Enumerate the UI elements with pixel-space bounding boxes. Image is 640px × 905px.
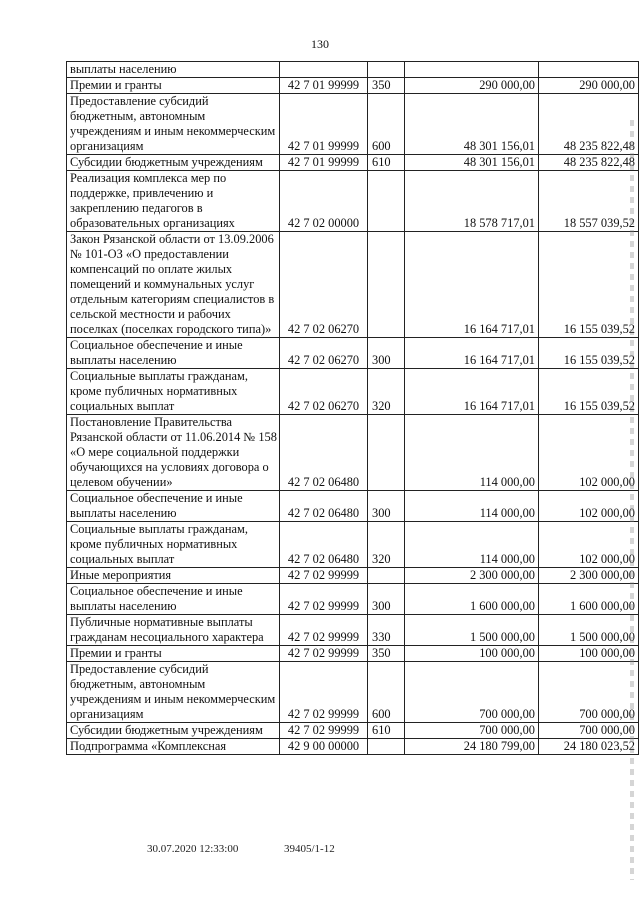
- row-type-cell: [368, 232, 405, 338]
- row-name-cell: Постановление Правительства Рязанской области от 11.06.2014 № 158 «О мере социальной поддержки обучающихся на условиях договора о целевом обучении»: [67, 415, 280, 491]
- row-amount-2020-cell: 700 000,00: [405, 723, 539, 739]
- row-amount-2020-cell: 1 500 000,00: [405, 615, 539, 646]
- row-amount-2021-cell: 700 000,00: [539, 662, 639, 723]
- row-type-cell: 600: [368, 662, 405, 723]
- row-type-cell: 320: [368, 522, 405, 568]
- row-amount-2021-cell: 100 000,00: [539, 646, 639, 662]
- row-code-cell: 42 7 02 06270: [280, 232, 368, 338]
- row-amount-2020-cell: 1 600 000,00: [405, 584, 539, 615]
- row-name-cell: Публичные нормативные выплаты гражданам несоциального характера: [67, 615, 280, 646]
- table-row: [67, 662, 639, 723]
- row-type-cell: [368, 739, 405, 755]
- row-amount-2020-cell: 114 000,00: [405, 415, 539, 491]
- row-amount-2020-cell: 700 000,00: [405, 662, 539, 723]
- row-code-cell: 42 7 01 99999: [280, 78, 368, 94]
- table-row: [67, 568, 639, 584]
- row-name-cell: Премии и гранты: [67, 78, 280, 94]
- row-name-cell: Субсидии бюджетным учреждениям: [67, 155, 280, 171]
- row-amount-2020-cell: 18 578 717,01: [405, 171, 539, 232]
- table-row: [67, 338, 639, 369]
- scan-edge-marks: [630, 120, 634, 880]
- row-amount-2021-cell: 16 155 039,52: [539, 338, 639, 369]
- row-type-cell: [368, 568, 405, 584]
- table-row: [67, 232, 639, 338]
- row-type-cell: [368, 415, 405, 491]
- table-row: [67, 522, 639, 568]
- row-type-cell: 300: [368, 338, 405, 369]
- row-code-cell: 42 7 02 99999: [280, 615, 368, 646]
- row-amount-2021-cell: 16 155 039,52: [539, 369, 639, 415]
- row-name-cell: выплаты населению: [67, 62, 280, 78]
- row-amount-2020-cell: 16 164 717,01: [405, 369, 539, 415]
- row-amount-2021-cell: 48 235 822,48: [539, 94, 639, 155]
- row-type-cell: [368, 62, 405, 78]
- row-code-cell: 42 7 01 99999: [280, 155, 368, 171]
- table-row: [67, 615, 639, 646]
- row-amount-2020-cell: [405, 62, 539, 78]
- row-amount-2020-cell: 2 300 000,00: [405, 568, 539, 584]
- row-amount-2020-cell: 16 164 717,01: [405, 232, 539, 338]
- footer-datetime: 30.07.2020 12:33:00: [147, 843, 239, 855]
- row-code-cell: 42 7 02 99999: [280, 584, 368, 615]
- row-type-cell: 610: [368, 723, 405, 739]
- row-code-cell: 42 7 02 99999: [280, 662, 368, 723]
- row-name-cell: Реализация комплекса мер по поддержке, привлечению и закреплению педагогов в образовательных организациях: [67, 171, 280, 232]
- table-row: [67, 415, 639, 491]
- row-code-cell: 42 9 00 00000: [280, 739, 368, 755]
- row-name-cell: Подпрограмма «Комплексная: [67, 739, 280, 755]
- row-amount-2020-cell: 16 164 717,01: [405, 338, 539, 369]
- row-type-cell: 300: [368, 584, 405, 615]
- budget-table-body: [67, 62, 639, 755]
- row-code-cell: 42 7 01 99999: [280, 94, 368, 155]
- row-code-cell: 42 7 02 06270: [280, 369, 368, 415]
- row-amount-2021-cell: 24 180 023,52: [539, 739, 639, 755]
- table-row: [67, 62, 639, 78]
- row-name-cell: Закон Рязанской области от 13.09.2006 № 101-ОЗ «О предоставлении компенсаций по оплате жилых помещений и коммунальных услуг отдельным категориям специалистов в сельской местности и рабочих поселках (поселках городского типа)»: [67, 232, 280, 338]
- row-amount-2021-cell: [539, 62, 639, 78]
- row-amount-2021-cell: 2 300 000,00: [539, 568, 639, 584]
- row-type-cell: 350: [368, 78, 405, 94]
- row-amount-2021-cell: 48 235 822,48: [539, 155, 639, 171]
- row-amount-2020-cell: 114 000,00: [405, 522, 539, 568]
- row-amount-2021-cell: 102 000,00: [539, 522, 639, 568]
- row-code-cell: 42 7 02 99999: [280, 723, 368, 739]
- row-type-cell: 330: [368, 615, 405, 646]
- table-row: [67, 155, 639, 171]
- row-amount-2020-cell: 290 000,00: [405, 78, 539, 94]
- row-amount-2021-cell: 16 155 039,52: [539, 232, 639, 338]
- table-row: [67, 491, 639, 522]
- row-amount-2021-cell: 18 557 039,52: [539, 171, 639, 232]
- table-row: [67, 369, 639, 415]
- row-name-cell: Социальное обеспечение и иные выплаты населению: [67, 338, 280, 369]
- row-name-cell: Иные мероприятия: [67, 568, 280, 584]
- row-type-cell: [368, 171, 405, 232]
- row-code-cell: [280, 62, 368, 78]
- table-row: [67, 739, 639, 755]
- row-amount-2020-cell: 48 301 156,01: [405, 94, 539, 155]
- row-type-cell: 300: [368, 491, 405, 522]
- row-name-cell: Субсидии бюджетным учреждениям: [67, 723, 280, 739]
- row-name-cell: Премии и гранты: [67, 646, 280, 662]
- row-name-cell: Социальные выплаты гражданам, кроме публичных нормативных социальных выплат: [67, 369, 280, 415]
- row-amount-2020-cell: 100 000,00: [405, 646, 539, 662]
- row-code-cell: 42 7 02 00000: [280, 171, 368, 232]
- row-amount-2021-cell: 1 600 000,00: [539, 584, 639, 615]
- row-name-cell: Социальные выплаты гражданам, кроме публичных нормативных социальных выплат: [67, 522, 280, 568]
- row-name-cell: Предоставление субсидий бюджетным, автономным учреждениям и иным некоммерческим организациям: [67, 662, 280, 723]
- row-amount-2020-cell: 24 180 799,00: [405, 739, 539, 755]
- row-type-cell: 320: [368, 369, 405, 415]
- table-row: [67, 78, 639, 94]
- row-name-cell: Социальное обеспечение и иные выплаты населению: [67, 491, 280, 522]
- row-code-cell: 42 7 02 06270: [280, 338, 368, 369]
- table-row: [67, 646, 639, 662]
- row-amount-2021-cell: 102 000,00: [539, 491, 639, 522]
- row-type-cell: 350: [368, 646, 405, 662]
- row-name-cell: Социальное обеспечение и иные выплаты населению: [67, 584, 280, 615]
- footer-doc-number: 39405/1-12: [284, 843, 335, 855]
- budget-table: [66, 61, 639, 755]
- row-name-cell: Предоставление субсидий бюджетным, автономным учреждениям и иным некоммерческим организациям: [67, 94, 280, 155]
- row-code-cell: 42 7 02 99999: [280, 646, 368, 662]
- row-amount-2021-cell: 1 500 000,00: [539, 615, 639, 646]
- page-number: 130: [311, 37, 329, 51]
- row-code-cell: 42 7 02 06480: [280, 491, 368, 522]
- row-type-cell: 600: [368, 94, 405, 155]
- table-row: [67, 723, 639, 739]
- row-code-cell: 42 7 02 99999: [280, 568, 368, 584]
- row-code-cell: 42 7 02 06480: [280, 415, 368, 491]
- row-amount-2020-cell: 114 000,00: [405, 491, 539, 522]
- row-amount-2021-cell: 700 000,00: [539, 723, 639, 739]
- row-amount-2020-cell: 48 301 156,01: [405, 155, 539, 171]
- table-row: [67, 94, 639, 155]
- row-code-cell: 42 7 02 06480: [280, 522, 368, 568]
- table-row: [67, 171, 639, 232]
- table-row: [67, 584, 639, 615]
- row-amount-2021-cell: 102 000,00: [539, 415, 639, 491]
- row-amount-2021-cell: 290 000,00: [539, 78, 639, 94]
- row-type-cell: 610: [368, 155, 405, 171]
